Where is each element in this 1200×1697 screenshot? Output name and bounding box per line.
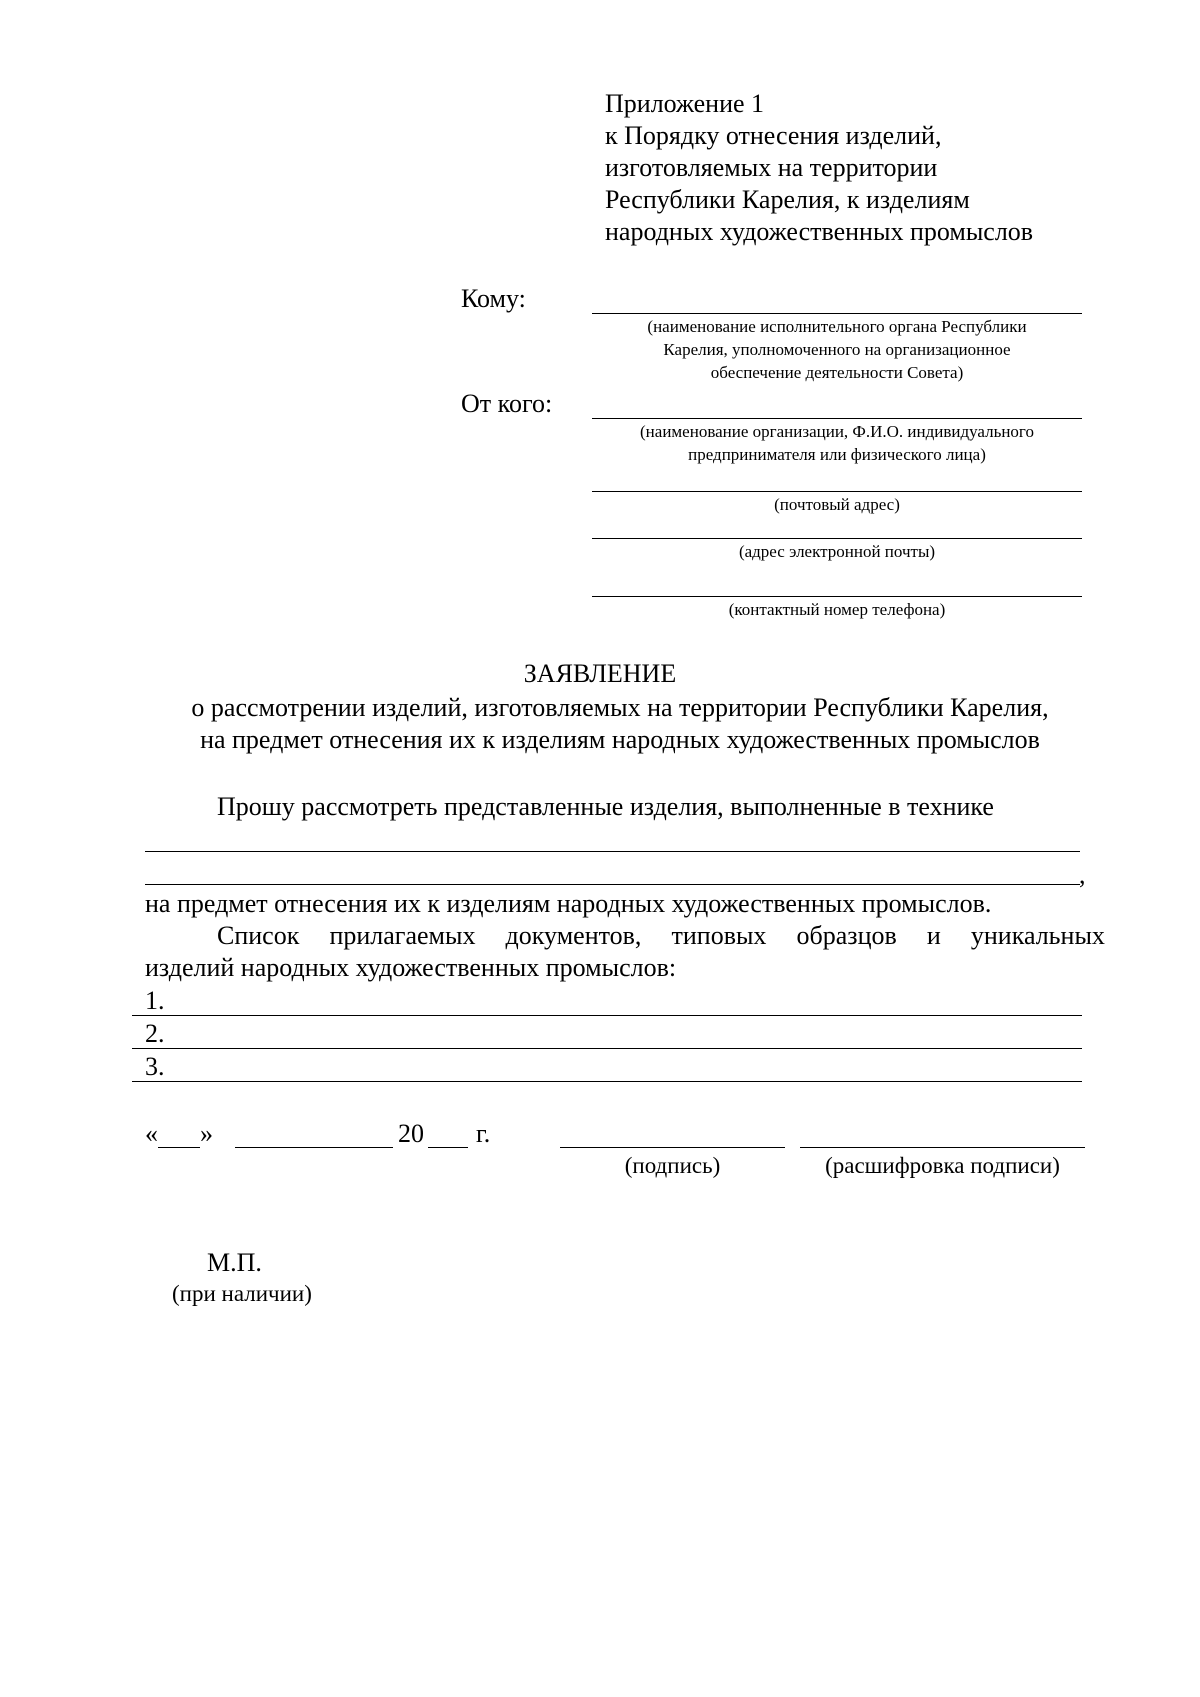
list-item-number-2: 2. [145,1019,165,1048]
request-line: Прошу рассмотреть представленные изделия, выполненные в технике [217,792,994,821]
date-day-field[interactable] [158,1147,200,1148]
list-intro-word: образцов [796,921,897,950]
appendix-line-4: Республики Карелия, к изделиям [605,185,970,214]
list-item-line-3[interactable] [132,1081,1082,1082]
date-open-quote: « [145,1119,158,1148]
from-caption-line-2: предпринимателя или физического лица) [688,445,986,464]
document-subtitle-line-1: о рассмотрении изделий, изготовляемых на территории Республики Карелия, [191,693,1049,722]
signature-decryption-caption: (расшифровка подписи) [825,1153,1060,1178]
list-intro-line-2: изделий народных художественных промыслов: [145,953,677,982]
document-subtitle-line-2: на предмет отнесения их к изделиям народных художественных промыслов [200,725,1040,754]
to-caption-line-3: обеспечение деятельности Совета) [710,363,964,382]
date-close-quote: » [200,1119,213,1148]
appendix-line-5: народных художественных промыслов [605,217,1034,246]
email-caption: (адрес электронной почты) [738,542,936,561]
from-caption-line-1: (наименование организации, Ф.И.О. индивидуального [640,422,1034,441]
list-intro-word: и [926,921,941,950]
appendix-line-1: Приложение 1 [605,89,765,118]
date-year-prefix: 20 [398,1119,424,1148]
signature-field-line[interactable] [560,1147,785,1148]
list-intro-word: прилагаемых [329,921,476,950]
list-intro-word: типовых [671,921,767,950]
to-caption-line-2: Карелия, уполномоченного на организационное [663,340,1011,359]
purpose-line: на предмет отнесения их к изделиям народных художественных промыслов. [145,889,992,918]
email-field-line[interactable] [592,538,1082,539]
technique-field-line-2[interactable] [145,884,1080,885]
to-field-line[interactable] [592,313,1082,314]
technique-field-line-1[interactable] [145,851,1080,852]
to-label: Кому: [461,284,526,313]
phone-field-line[interactable] [592,596,1082,597]
technique-comma: , [1079,860,1086,889]
list-item-line-1[interactable] [132,1015,1082,1016]
list-item-number-1: 1. [145,986,165,1015]
postal-address-field-line[interactable] [592,491,1082,492]
appendix-line-3: изготовляемых на территории [605,153,938,182]
signature-caption: (подпись) [624,1153,721,1178]
list-intro-word: Список [217,921,300,950]
document-title: ЗАЯВЛЕНИЕ [523,659,677,688]
phone-caption: (контактный номер телефона) [728,600,946,619]
to-caption-line-1: (наименование исполнительного органа Республики [647,317,1027,336]
signature-decryption-field-line[interactable] [800,1147,1085,1148]
appendix-line-2: к Порядку отнесения изделий, [605,121,942,150]
stamp-label: М.П. [207,1248,262,1277]
stamp-note: (при наличии) [172,1281,312,1306]
list-item-number-3: 3. [145,1052,165,1081]
date-month-field[interactable] [235,1147,393,1148]
from-field-line[interactable] [592,418,1082,419]
date-year-field[interactable] [428,1147,468,1148]
list-item-line-2[interactable] [132,1048,1082,1049]
from-label: От кого: [461,389,553,418]
list-intro-word: документов, [505,921,642,950]
postal-address-caption: (почтовый адрес) [774,495,900,514]
date-year-suffix: г. [476,1119,491,1148]
list-intro-word: уникальных [970,921,1105,950]
list-intro-line-1 [217,920,1105,952]
